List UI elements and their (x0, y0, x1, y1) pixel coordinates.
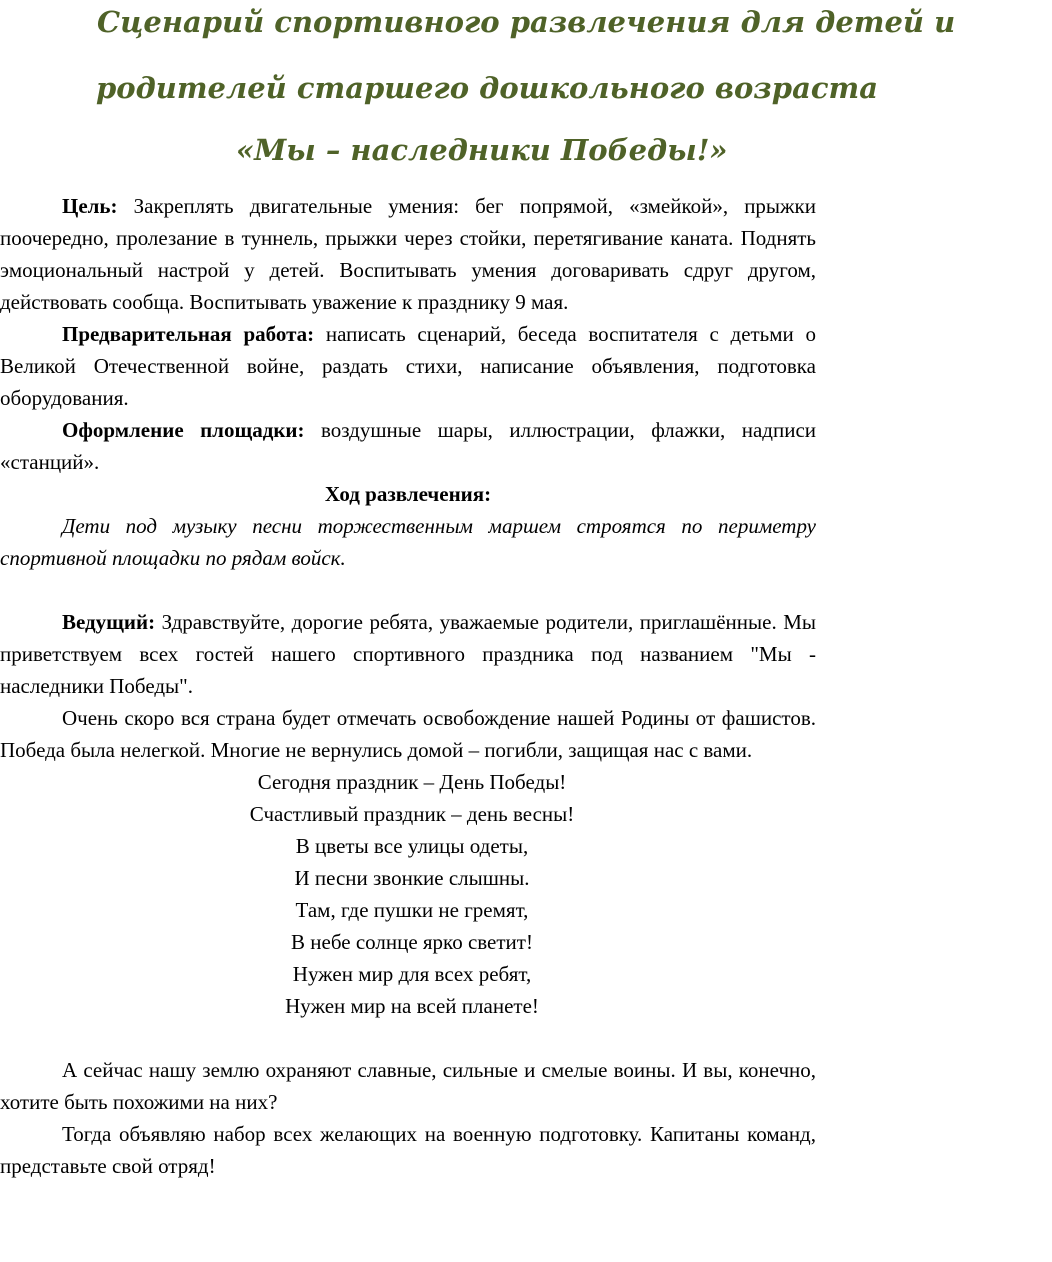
poem-line: В цветы все улицы одеты, (295, 834, 529, 858)
decor-paragraph (0, 414, 816, 478)
then-paragraph: Тогда объявляю набор всех желающих на военную подготовку. Капитаны команд, представьте свой отряд! (0, 1122, 816, 1178)
prep-label: Предварительная работа: (62, 322, 315, 346)
goal-label: Цель: (62, 194, 118, 218)
poem-line: В небе солнце ярко светит! (291, 930, 533, 954)
title-line-3: «Мы – наследники Победы!» (236, 133, 728, 167)
prep-text: написать сценарий, беседа воспитателя с детьми о Великой Отечественной войне, раздать стихи, написание объявления, подготовка оборудования. (0, 322, 816, 410)
goal-paragraph (0, 190, 816, 318)
host-paragraph (0, 606, 816, 702)
poem-line: Там, где пушки не гремят, (295, 898, 529, 922)
decor-label: Оформление площадки: (62, 418, 305, 442)
blank-line (0, 1022, 816, 1054)
soon-paragraph: Очень скоро вся страна будет отмечать освобождение нашей Родины от фашистов. Победа была нелегкой. Многие не вернулись домой – погибли, защищая нас с вами. (0, 706, 816, 762)
title-line-1: Сценарий спортивного развлечения для детей и (97, 5, 956, 39)
poem-line: Нужен мир для всех ребят, (292, 962, 532, 986)
poem-line: Сегодня праздник – День Победы! (257, 770, 567, 794)
decor-text: воздушные шары, иллюстрации, флажки, надписи «станций». (0, 418, 817, 474)
course-heading: Ход развлечения: (324, 482, 492, 506)
document-body (0, 190, 816, 1182)
now-paragraph: А сейчас нашу землю охраняют славные, сильные и смелые воины. И вы, конечно, хотите быть похожими на них? (0, 1058, 816, 1114)
host-text: Здравствуйте, дорогие ребята, уважаемые родители, приглашённые. Мы приветствуем всех гостей нашего спортивного праздника под названием "Мы - наследники Победы". (0, 610, 816, 698)
poem-line: Нужен мир на всей планете! (285, 994, 539, 1018)
poem (0, 766, 816, 1022)
stage-direction: Дети под музыку песни торжественным маршем строятся по периметру спортивной площадки по рядам войск. (0, 514, 816, 570)
goal-text: Закреплять двигательные умения: бег попрямой, «змейкой», прыжки поочередно, пролезание в туннель, прыжки через стойки, перетягивание каната. Поднять эмоциональный настрой у детей. Воспитывать умения договаривать сдруг другом, действовать сообща. Воспитывать уважение к празднику 9 мая. (0, 194, 816, 314)
blank-line (0, 574, 816, 606)
host-label: Ведущий: (62, 610, 156, 634)
poem-line: И песни звонкие слышны. (294, 866, 530, 890)
prep-paragraph (0, 318, 816, 414)
title-line-2: родителей старшего дошкольного возраста (96, 71, 879, 105)
poem-line: Счастливый праздник – день весны! (249, 802, 575, 826)
